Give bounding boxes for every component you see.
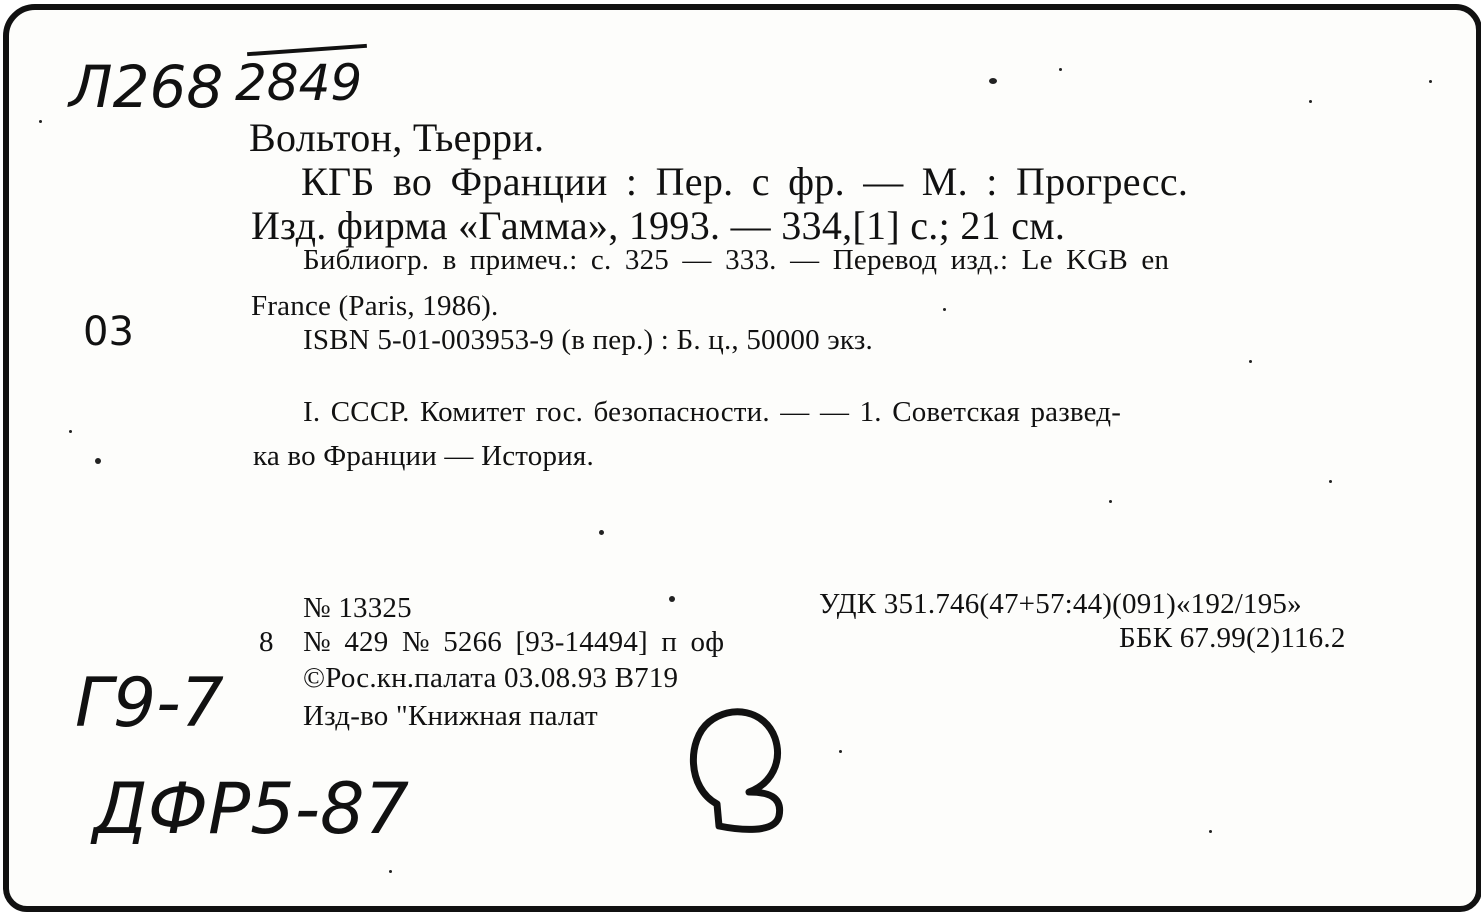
speck <box>1209 830 1212 833</box>
handwritten-acc-number: 2849 <box>235 54 363 112</box>
speck <box>599 530 604 535</box>
handwritten-margin-code: 03 <box>83 309 134 355</box>
speck <box>943 308 946 311</box>
catalog-card <box>3 4 1481 912</box>
speck <box>1429 80 1432 83</box>
handwritten-code-1: Г9-7 <box>75 664 224 743</box>
title-line-1: КГБ во Франции : Пер. с фр. — М. : Прогресс. <box>301 159 1189 204</box>
speck <box>1059 68 1062 71</box>
speck <box>95 458 101 464</box>
udc-code: УДК 351.746(47+57:44)(091)«192/195» <box>819 588 1302 620</box>
subject-line-1: I. СССР. Комитет гос. безопасности. — — 1. Советская развед- <box>303 396 1122 428</box>
isbn-line: ISBN 5-01-003953-9 (в пер.) : Б. ц., 50000 экз. <box>303 324 873 356</box>
bibliography-note-line-2: France (Paris, 1986). <box>251 290 499 322</box>
speck <box>989 78 997 84</box>
number-prefix: 8 <box>259 626 274 658</box>
author-heading: Вольтон, Тьерри. <box>249 115 545 160</box>
title-line-2: Изд. фирма «Гамма», 1993. — 334,[1] с.; 21 см. <box>251 203 1066 248</box>
bbk-code: ББК 67.99(2)116.2 <box>1119 622 1346 654</box>
speck <box>39 120 42 123</box>
speck <box>1329 480 1332 483</box>
bibliography-note-line-1: Библиогр. в примеч.: с. 325 — 333. — Перевод изд.: Le KGB en <box>303 244 1170 276</box>
speck <box>1309 100 1312 103</box>
copyright-line: ©Рос.кн.палата 03.08.93 В719 <box>303 662 679 694</box>
speck <box>839 750 842 753</box>
speck <box>1249 360 1252 363</box>
speck <box>669 596 675 602</box>
subject-line-2: ка во Франции — История. <box>253 440 594 472</box>
record-ids: № 429 № 5266 [93-14494] п оф <box>303 626 725 658</box>
handwritten-shelfmark: Л268 <box>69 53 224 121</box>
library-stamp-icon <box>679 700 799 840</box>
publisher-line: Изд-во "Книжная палат <box>303 700 598 732</box>
speck <box>1109 500 1112 503</box>
speck <box>69 430 72 433</box>
speck <box>389 870 392 873</box>
handwritten-code-2: ДФР5-87 <box>93 768 410 850</box>
card-number: № 13325 <box>303 592 412 624</box>
